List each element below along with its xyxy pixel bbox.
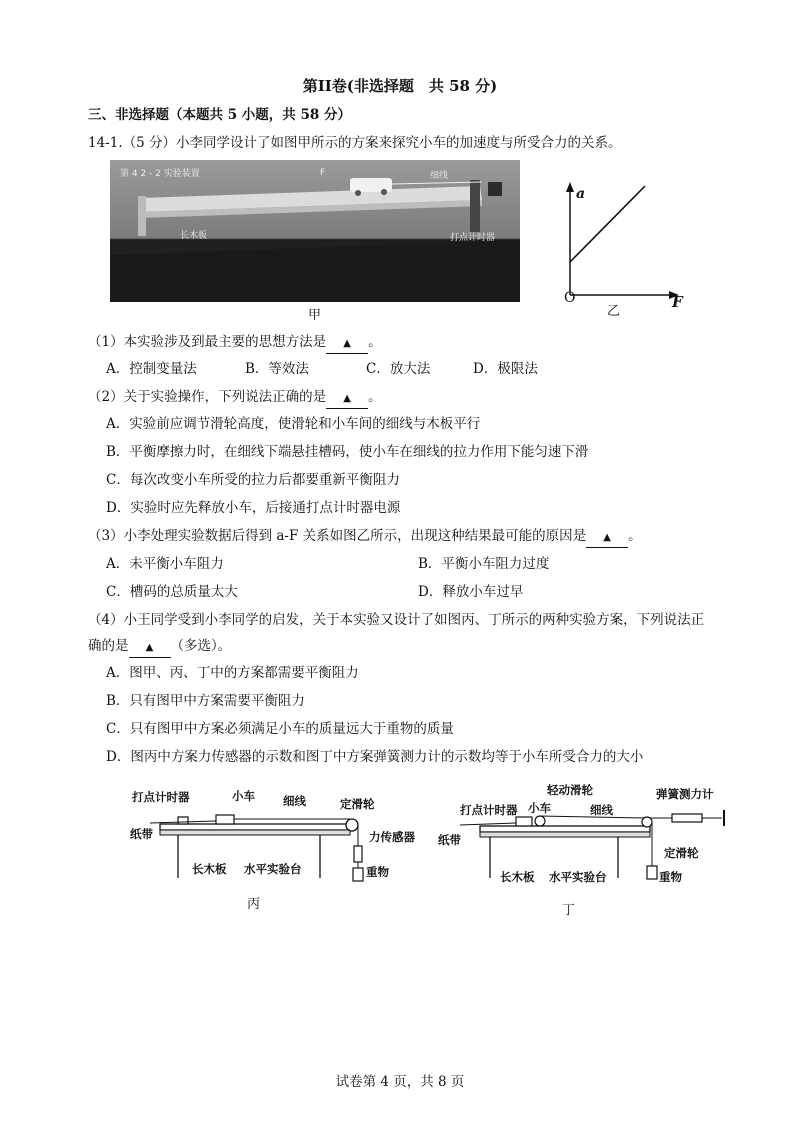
q1-option-b: B．等效法 bbox=[245, 361, 309, 377]
figure-jia-caption: 甲 bbox=[308, 308, 322, 323]
q4-line1: （4）小王同学受到小李同学的启发，关于本实验又设计了如图丙、丁所示的两种实验方案，下列说法正 bbox=[88, 612, 705, 628]
blank-triangle: ▲ bbox=[603, 532, 611, 543]
q1-option-c: C．放大法 bbox=[366, 361, 431, 377]
q2-answer-blank bbox=[326, 388, 368, 409]
q4-answer-blank bbox=[129, 637, 171, 658]
q3-option-c: C．槽码的总质量太大 bbox=[106, 584, 238, 600]
blank-triangle: ▲ bbox=[343, 393, 351, 404]
ding-label-tape: 纸带 bbox=[438, 833, 461, 847]
q3-option-b: B．平衡小车阻力过度 bbox=[418, 556, 550, 572]
q1-text bbox=[88, 333, 382, 354]
photo-label-f: F bbox=[320, 168, 326, 178]
q2-text-after: 。 bbox=[368, 389, 382, 405]
q1-text-before: （1）本实验涉及到最主要的思想方法是 bbox=[88, 334, 327, 350]
q2-text-before: （2）关于实验操作，下列说法正确的是 bbox=[88, 389, 327, 405]
bing-label-timer: 打点计时器 bbox=[132, 790, 190, 804]
bing-label-board: 长木板 bbox=[192, 862, 227, 876]
photo-label-string: 细线 bbox=[430, 171, 449, 181]
part-heading: 三、非选择题（本题共 5 小题，共 58 分） bbox=[88, 107, 351, 123]
bing-label-pulley: 定滑轮 bbox=[340, 797, 375, 811]
q2-text bbox=[88, 388, 382, 409]
q2-option-b: B．平衡摩擦力时，在细线下端悬挂槽码，使小车在细线的拉力作用下能匀速下滑 bbox=[106, 444, 589, 460]
bing-label-tape: 纸带 bbox=[130, 827, 153, 841]
ding-label-string: 细线 bbox=[590, 803, 613, 817]
ding-label-pulley: 定滑轮 bbox=[664, 846, 699, 860]
y-axis-arrow bbox=[566, 182, 574, 192]
q3-answer-blank bbox=[586, 527, 628, 548]
figure-ding-caption: 丁 bbox=[562, 903, 576, 918]
q3-option-a: A．未平衡小车阻力 bbox=[106, 556, 224, 572]
bing-label-string: 细线 bbox=[283, 794, 306, 808]
photo-label-timer: 打点计时器 bbox=[450, 233, 496, 243]
q4-line2 bbox=[88, 637, 231, 658]
q2-option-a: A．实验前应调节滑轮高度，使滑轮和小车间的细线与木板平行 bbox=[106, 416, 481, 432]
x-axis-label: F bbox=[672, 293, 683, 311]
q4-line2-before: 确的是 bbox=[88, 638, 129, 654]
question-stem: 14-1.（5 分）小李同学设计了如图甲所示的方案来探究小车的加速度与所受合力的关系。 bbox=[88, 135, 622, 151]
bing-label-sensor: 力传感器 bbox=[369, 830, 415, 844]
q3-text-after: 。 bbox=[628, 528, 642, 544]
q3-text-before: （3）小李处理实验数据后得到 a-F 关系如图乙所示，出现这种结果最可能的原因是 bbox=[88, 528, 587, 544]
ding-label-moving-pulley: 轻动滑轮 bbox=[547, 783, 593, 797]
figure-jia-photo bbox=[110, 160, 520, 302]
section-title: 第II卷(非选择题 共 58 分) bbox=[302, 77, 498, 95]
ding-label-spring-scale: 弹簧测力计 bbox=[656, 787, 714, 801]
ding-label-timer: 打点计时器 bbox=[460, 803, 518, 817]
bing-label-table: 水平实验台 bbox=[244, 862, 302, 876]
q4-line2-after: （多选）。 bbox=[170, 638, 232, 654]
q4-option-a: A．图甲、丙、丁中的方案都需要平衡阻力 bbox=[106, 665, 359, 681]
q4-option-b: B．只有图甲中方案需要平衡阻力 bbox=[106, 693, 305, 709]
q2-option-d: D．实验时应先释放小车，后接通打点计时器电源 bbox=[106, 500, 401, 516]
q1-option-a: A．控制变量法 bbox=[106, 361, 197, 377]
ding-label-cart: 小车 bbox=[528, 801, 551, 815]
bing-label-cart: 小车 bbox=[232, 789, 255, 803]
blank-triangle: ▲ bbox=[145, 642, 154, 653]
q3-option-d: D．释放小车过早 bbox=[418, 584, 524, 600]
y-axis-label: a bbox=[576, 186, 586, 202]
page-footer: 试卷第 4 页，共 8 页 bbox=[335, 1074, 465, 1090]
photo-label-board: 长木板 bbox=[180, 231, 208, 241]
figure-yi-caption: 乙 bbox=[607, 304, 621, 319]
photo-label-top-left: 第 4 2 - 2 实验装置 bbox=[120, 169, 200, 179]
figure-bing-caption: 丙 bbox=[247, 897, 261, 912]
blank-triangle: ▲ bbox=[343, 338, 351, 349]
q4-option-d: D．图丙中方案力传感器的示数和图丁中方案弹簧测力计的示数均等于小车所受合力的大小 bbox=[106, 749, 644, 765]
q1-text-after: 。 bbox=[368, 334, 382, 350]
q1-option-d: D．极限法 bbox=[473, 361, 538, 377]
ding-label-table: 水平实验台 bbox=[549, 870, 607, 884]
q4-option-c: C．只有图甲中方案必须满足小车的质量远大于重物的质量 bbox=[106, 721, 454, 737]
bing-label-weight: 重物 bbox=[366, 865, 389, 879]
ding-label-board: 长木板 bbox=[500, 870, 535, 884]
origin-label: O bbox=[564, 290, 576, 306]
q1-answer-blank bbox=[326, 333, 368, 354]
q3-text bbox=[88, 527, 642, 548]
q2-option-c: C．每次改变小车所受的拉力后都要重新平衡阻力 bbox=[106, 472, 400, 488]
ding-label-weight: 重物 bbox=[659, 870, 682, 884]
